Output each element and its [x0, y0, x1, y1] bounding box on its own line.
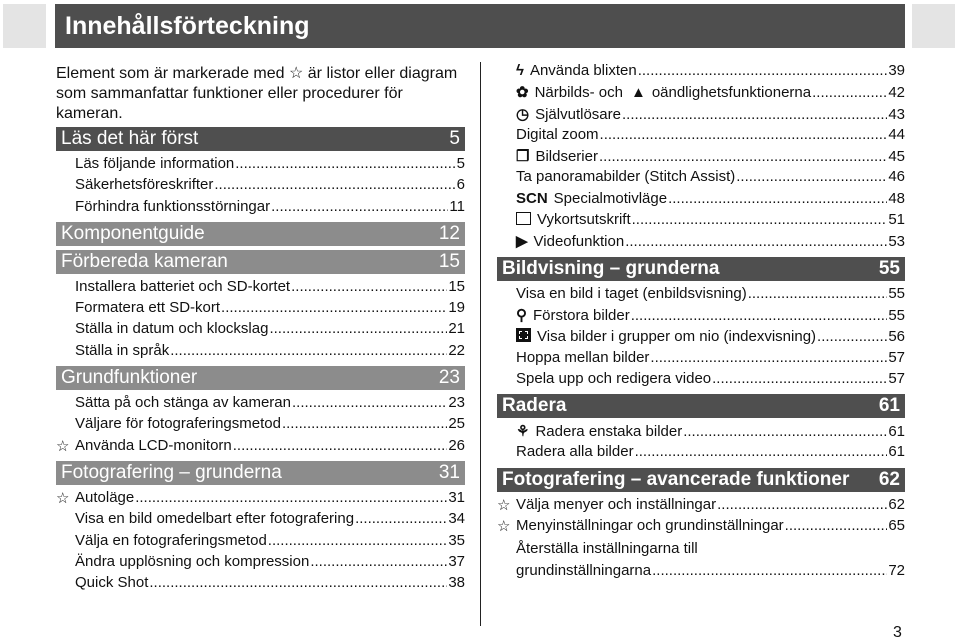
- toc-entry[interactable]: [56, 415, 465, 436]
- entry-text: Specialmotivläge: [553, 189, 668, 207]
- entry-label: [516, 62, 637, 79]
- section-page: 62: [878, 468, 900, 490]
- entry-text: Sätta på och stänga av kameran: [75, 394, 291, 412]
- entry-line-2: [516, 560, 905, 581]
- entry-text: Närbilds- och: [534, 84, 623, 102]
- section-heading[interactable]: [56, 127, 465, 151]
- section-heading[interactable]: [497, 394, 905, 418]
- toc-entry[interactable]: [497, 168, 905, 189]
- dot-leader: [291, 278, 447, 295]
- entry-text: Spela upp och redigera video: [516, 369, 712, 387]
- star-icon: ☆: [288, 65, 304, 82]
- star-icon: ☆: [56, 437, 70, 455]
- entry-page: 21: [448, 320, 465, 338]
- toc-entry[interactable]: [497, 126, 905, 147]
- entry-page: 61: [888, 443, 905, 461]
- entry-label: [516, 443, 634, 460]
- entry-text: Videofunktion: [533, 233, 625, 251]
- dot-leader: [812, 84, 887, 101]
- dot-leader: [748, 285, 888, 302]
- toc-entry[interactable]: [497, 496, 905, 517]
- entry-label: [516, 349, 649, 366]
- toc-entry[interactable]: [56, 342, 465, 363]
- toc-entry[interactable]: [497, 349, 905, 370]
- title-bar: [55, 4, 905, 48]
- entry-label: [75, 574, 148, 591]
- entry-label: [75, 532, 267, 549]
- dot-leader: [817, 328, 887, 345]
- dot-leader: [736, 168, 887, 185]
- entry-text: Förstora bilder: [533, 306, 630, 324]
- entry-text: Ändra upplösning och kompression: [75, 552, 310, 570]
- toc-entry[interactable]: [56, 299, 465, 320]
- entry-text: Visa en bild omedelbart efter fotografering: [75, 510, 355, 528]
- entry-label: [516, 83, 811, 101]
- entry-page: 31: [448, 488, 465, 506]
- entry-label: [516, 211, 631, 228]
- entry-label: [75, 489, 134, 506]
- toc-entry[interactable]: [56, 489, 465, 510]
- section-heading[interactable]: [497, 257, 905, 281]
- column-divider: [480, 62, 481, 626]
- page-number: 3: [893, 624, 902, 641]
- entry-text: Ställa in språk: [75, 341, 170, 359]
- entry-label: [75, 299, 220, 316]
- macro-icon: ✿: [516, 84, 529, 102]
- entry-label: [516, 190, 667, 207]
- section-title: Bildvisning – grunderna: [502, 257, 720, 279]
- toc-entry[interactable]: [56, 176, 465, 197]
- entry-page: 46: [888, 168, 905, 186]
- entry-text: Bildserier: [535, 148, 598, 166]
- flash-icon: ϟ: [516, 62, 524, 79]
- section-page: 55: [878, 257, 900, 279]
- entry-label: [516, 327, 816, 345]
- section-heading[interactable]: [56, 222, 465, 246]
- entry-text: Ställa in datum och klockslag: [75, 320, 269, 338]
- mountain-icon: ▲: [630, 84, 646, 102]
- scn-icon: SCN: [516, 189, 548, 207]
- toc-entry[interactable]: [56, 510, 465, 531]
- entry-text: Förhindra funktionsstörningar: [75, 197, 271, 215]
- entry-page: 37: [448, 552, 465, 570]
- dot-leader: [622, 106, 887, 123]
- entry-text: Digital zoom: [516, 125, 599, 143]
- dot-leader: [712, 370, 887, 387]
- entry-label: [75, 155, 234, 172]
- toc-entry[interactable]: [56, 155, 465, 176]
- entry-label: [516, 285, 747, 302]
- entry-text: Quick Shot: [75, 574, 149, 592]
- entry-label: [516, 105, 621, 123]
- magnify-icon: ⚲: [516, 306, 527, 324]
- section-page: 12: [438, 222, 460, 244]
- postcard-icon: [516, 212, 531, 225]
- section-title: Radera: [502, 395, 567, 417]
- entry-label: [75, 342, 169, 359]
- entry-page: 39: [888, 62, 905, 79]
- dot-leader: [149, 574, 447, 591]
- dot-leader: [683, 423, 887, 440]
- entry-label: [516, 422, 682, 440]
- continuous-shooting-icon: ❐: [516, 148, 530, 166]
- toc-entry[interactable]: [56, 198, 465, 219]
- entry-label: [516, 496, 716, 513]
- entry-text: grundinställningarna: [516, 561, 652, 579]
- entry-text: Menyinställningar och grundinställningar: [516, 517, 784, 535]
- toc-entry-wrapped[interactable]: [497, 538, 905, 581]
- entry-text: Ta panoramabilder (Stitch Assist): [516, 168, 736, 186]
- entry-text: Välja en fotograferingsmetod: [75, 531, 267, 549]
- toc-entry[interactable]: [497, 443, 905, 464]
- page-title: Innehållsförteckning: [65, 12, 310, 40]
- star-icon: ☆: [497, 518, 511, 536]
- dot-leader: [599, 148, 887, 165]
- entry-text: Säkerhetsföreskrifter: [75, 176, 214, 194]
- entry-page: 42: [888, 84, 905, 102]
- movie-icon: ▶: [516, 233, 528, 251]
- section-title: Komponentguide: [61, 222, 205, 244]
- entry-page: 65: [888, 517, 905, 535]
- toc-entry[interactable]: [497, 422, 905, 443]
- entry-text: Läs följande information: [75, 155, 235, 172]
- entry-page: 48: [888, 189, 905, 207]
- section-title: Grundfunktioner: [61, 367, 198, 389]
- entry-text: Visa bilder i grupper om nio (indexvisning): [537, 328, 817, 346]
- entry-label: [75, 198, 270, 215]
- entry-page: 6: [456, 176, 465, 194]
- entry-label: [516, 168, 735, 185]
- left-column: [56, 62, 465, 595]
- entry-label: [516, 147, 598, 165]
- left-sections: [56, 127, 465, 595]
- dot-leader: [625, 233, 887, 250]
- dot-leader: [638, 62, 888, 79]
- dot-leader: [271, 198, 448, 215]
- entry-page: 62: [888, 495, 905, 513]
- entry-label: [75, 320, 268, 337]
- section-page: 15: [438, 250, 460, 272]
- entry-label: [516, 126, 599, 143]
- entry-page: 56: [888, 328, 905, 346]
- toc-entry[interactable]: [497, 83, 905, 104]
- toc-entry[interactable]: [497, 105, 905, 126]
- section-title: Förbereda kameran: [61, 250, 228, 272]
- dot-leader: [785, 517, 888, 534]
- entry-label: [75, 510, 354, 527]
- right-top-entries: [497, 62, 905, 254]
- toc-entry[interactable]: [56, 532, 465, 553]
- entry-label: [75, 278, 290, 295]
- intro-text: Element som är markerade med ☆ är listor eller diagram som sammanfattar funktioner eller procedurer för kameran.: [56, 65, 458, 122]
- section-heading[interactable]: [56, 250, 465, 274]
- section-title: Fotografering – grunderna: [61, 461, 282, 483]
- dot-leader: [632, 211, 888, 228]
- toc-entry[interactable]: [56, 437, 465, 458]
- dot-leader: [282, 415, 447, 432]
- entry-label: [75, 437, 232, 454]
- dot-leader: [717, 496, 887, 513]
- entry-label: [75, 553, 309, 570]
- toc-entry[interactable]: [497, 147, 905, 168]
- entry-page: 23: [448, 394, 465, 412]
- entry-label: [516, 232, 624, 250]
- entry-text: Autoläge: [75, 488, 135, 506]
- entry-text: Vykortsutskrift: [537, 211, 631, 229]
- entry-text-2: oändlighetsfunktionerna: [651, 84, 812, 102]
- entry-page: 44: [888, 125, 905, 143]
- entry-text: Radera enstaka bilder: [535, 423, 683, 441]
- dot-leader: [668, 190, 887, 207]
- dot-leader: [214, 176, 455, 193]
- entry-label: [75, 176, 213, 193]
- section-page: 5: [449, 128, 460, 149]
- corner-tab-right: [912, 4, 955, 48]
- entry-page: 72: [888, 561, 905, 579]
- entry-page: 15: [448, 277, 465, 295]
- toc-entry[interactable]: [56, 394, 465, 415]
- dot-leader: [355, 510, 447, 527]
- entry-text: Visa en bild i taget (enbildsvisning): [516, 284, 747, 302]
- entry-text: Väljare för fotograferingsmetod: [75, 415, 281, 433]
- entry-page: 55: [888, 306, 905, 324]
- entry-page: 35: [448, 531, 465, 549]
- dot-leader: [292, 394, 447, 411]
- right-column: [497, 62, 905, 581]
- toc-entry[interactable]: [497, 327, 905, 348]
- section-page: 61: [878, 395, 900, 417]
- entry-text: Självutlösare: [535, 105, 621, 123]
- entry-text: Välja menyer och inställningar: [516, 495, 717, 513]
- toc-entry[interactable]: [56, 553, 465, 574]
- entry-text: Återställa inställningarna till: [516, 540, 698, 558]
- entry-label: [516, 517, 784, 534]
- entry-text: Använda LCD-monitorn: [75, 436, 232, 454]
- section-heading[interactable]: [56, 461, 465, 485]
- toc-entry[interactable]: [56, 574, 465, 595]
- section-page: 31: [438, 461, 460, 483]
- self-timer-icon: ◷: [516, 105, 530, 123]
- entry-label: [75, 394, 291, 411]
- entry-label: [75, 415, 281, 432]
- toc-entry[interactable]: [497, 62, 905, 83]
- section-page: 23: [438, 367, 460, 389]
- section-title: Fotografering – avancerade funktioner: [502, 468, 850, 490]
- index-icon: [516, 328, 531, 342]
- entry-text: Formatera ett SD-kort: [75, 299, 221, 317]
- entry-page: 55: [888, 284, 905, 302]
- toc-entry[interactable]: [497, 306, 905, 327]
- dot-leader: [650, 349, 887, 366]
- entry-page: 38: [448, 574, 465, 592]
- entry-page: 19: [448, 299, 465, 317]
- entry-page: 57: [888, 369, 905, 387]
- entry-page: 26: [448, 436, 465, 454]
- entry-label: [516, 306, 630, 324]
- entry-page: 34: [448, 510, 465, 528]
- dot-leader: [268, 532, 448, 549]
- section-heading[interactable]: [497, 468, 905, 492]
- dot-leader: [135, 489, 447, 506]
- toc-entry[interactable]: [497, 232, 905, 253]
- dot-leader: [170, 342, 447, 359]
- corner-tab-left: [3, 4, 46, 48]
- dot-leader: [652, 560, 887, 581]
- entry-page: 25: [448, 415, 465, 433]
- toc-entry[interactable]: [497, 285, 905, 306]
- star-icon: ☆: [56, 489, 70, 507]
- dot-leader: [600, 126, 888, 143]
- entry-page: 45: [888, 148, 905, 166]
- entry-text: Hoppa mellan bilder: [516, 348, 650, 366]
- entry-page: 11: [449, 197, 465, 215]
- entry-page: 57: [888, 348, 905, 366]
- dot-leader: [631, 307, 888, 324]
- dot-leader: [221, 299, 447, 316]
- entry-text: Installera batteriet och SD-kortet: [75, 277, 291, 295]
- toc-entry[interactable]: [56, 278, 465, 299]
- section-title: Läs det här först: [61, 128, 199, 149]
- toc-entry[interactable]: [497, 517, 905, 538]
- entry-page: 43: [888, 105, 905, 123]
- section-heading[interactable]: [56, 366, 465, 390]
- entry-page: 53: [888, 233, 905, 251]
- right-sections: [497, 257, 905, 581]
- toc-entry[interactable]: [497, 190, 905, 211]
- dot-leader: [233, 437, 448, 454]
- entry-page: 22: [448, 341, 465, 359]
- toc-entry[interactable]: [56, 320, 465, 341]
- toc-entry[interactable]: [497, 370, 905, 391]
- toc-entry[interactable]: [497, 211, 905, 232]
- entry-label: [516, 370, 711, 387]
- dot-leader: [635, 443, 888, 460]
- erase-icon: ⚘: [516, 423, 530, 441]
- dot-leader: [235, 155, 455, 172]
- entry-page: 61: [888, 423, 905, 441]
- dot-leader: [310, 553, 447, 570]
- entry-page: 5: [456, 155, 465, 172]
- entry-page: 51: [888, 211, 905, 229]
- dot-leader: [269, 320, 447, 337]
- star-icon: ☆: [497, 496, 511, 514]
- entry-text: Radera alla bilder: [516, 443, 634, 461]
- entry-text: Använda blixten: [529, 62, 637, 79]
